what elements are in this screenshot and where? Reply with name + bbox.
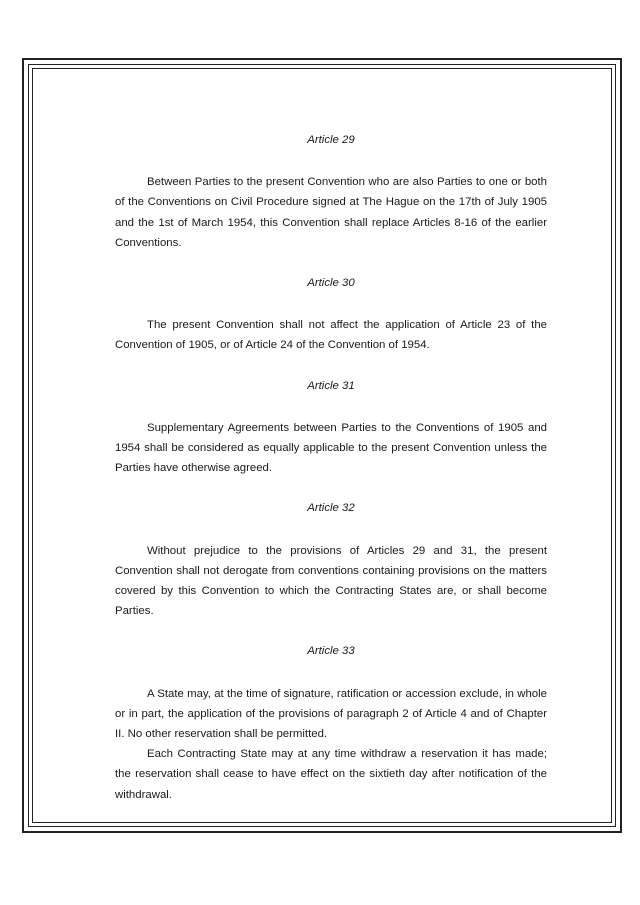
article-heading: Article 29 xyxy=(307,134,355,146)
article-heading: Article 33 xyxy=(307,645,355,658)
article-31 xyxy=(115,376,547,479)
article-paragraph: Supplementary Agreements between Parties to the Conventions of 1905 and 1954 shall be considered as equally applicable to the present Convention unless the Parties have otherwise agreed. xyxy=(115,421,547,475)
article-heading: Article 32 xyxy=(307,502,355,515)
article-heading: Article 31 xyxy=(307,379,355,392)
article-33 xyxy=(115,641,547,804)
document-body xyxy=(115,130,547,805)
article-paragraph: Without prejudice to the provisions of Articles 29 and 31, the present Convention shall not derogate from conventions containing provisions on the matters covered by this Convention to which the Contracting States are, or shall become Parties. xyxy=(115,544,547,618)
article-paragraph: The present Convention shall not affect the application of Article 23 of the Convention of 1905, or of Article 24 of the Convention of 1954. xyxy=(115,319,547,352)
article-paragraph: Each Contracting State may at any time withdraw a reservation it has made; the reservation shall cease to have effect on the sixtieth day after notification of the withdrawal. xyxy=(115,748,547,801)
article-29 xyxy=(115,130,547,253)
article-30 xyxy=(115,273,547,356)
article-paragraph: Between Parties to the present Convention who are also Parties to one or both of the Conventions on Civil Procedure signed at The Hague on the 17th of July 1905 and the 1st of March 1954, this Convention shall replace Articles 8-16 of the earlier Conventions. xyxy=(115,176,547,249)
article-heading: Article 30 xyxy=(307,277,355,290)
article-32 xyxy=(115,498,547,621)
article-paragraph: A State may, at the time of signature, ratification or accession exclude, in whole or in part, the application of the provisions of paragraph 2 of Article 4 and of Chapter II. No other reservation shall be permitted. xyxy=(115,687,547,741)
